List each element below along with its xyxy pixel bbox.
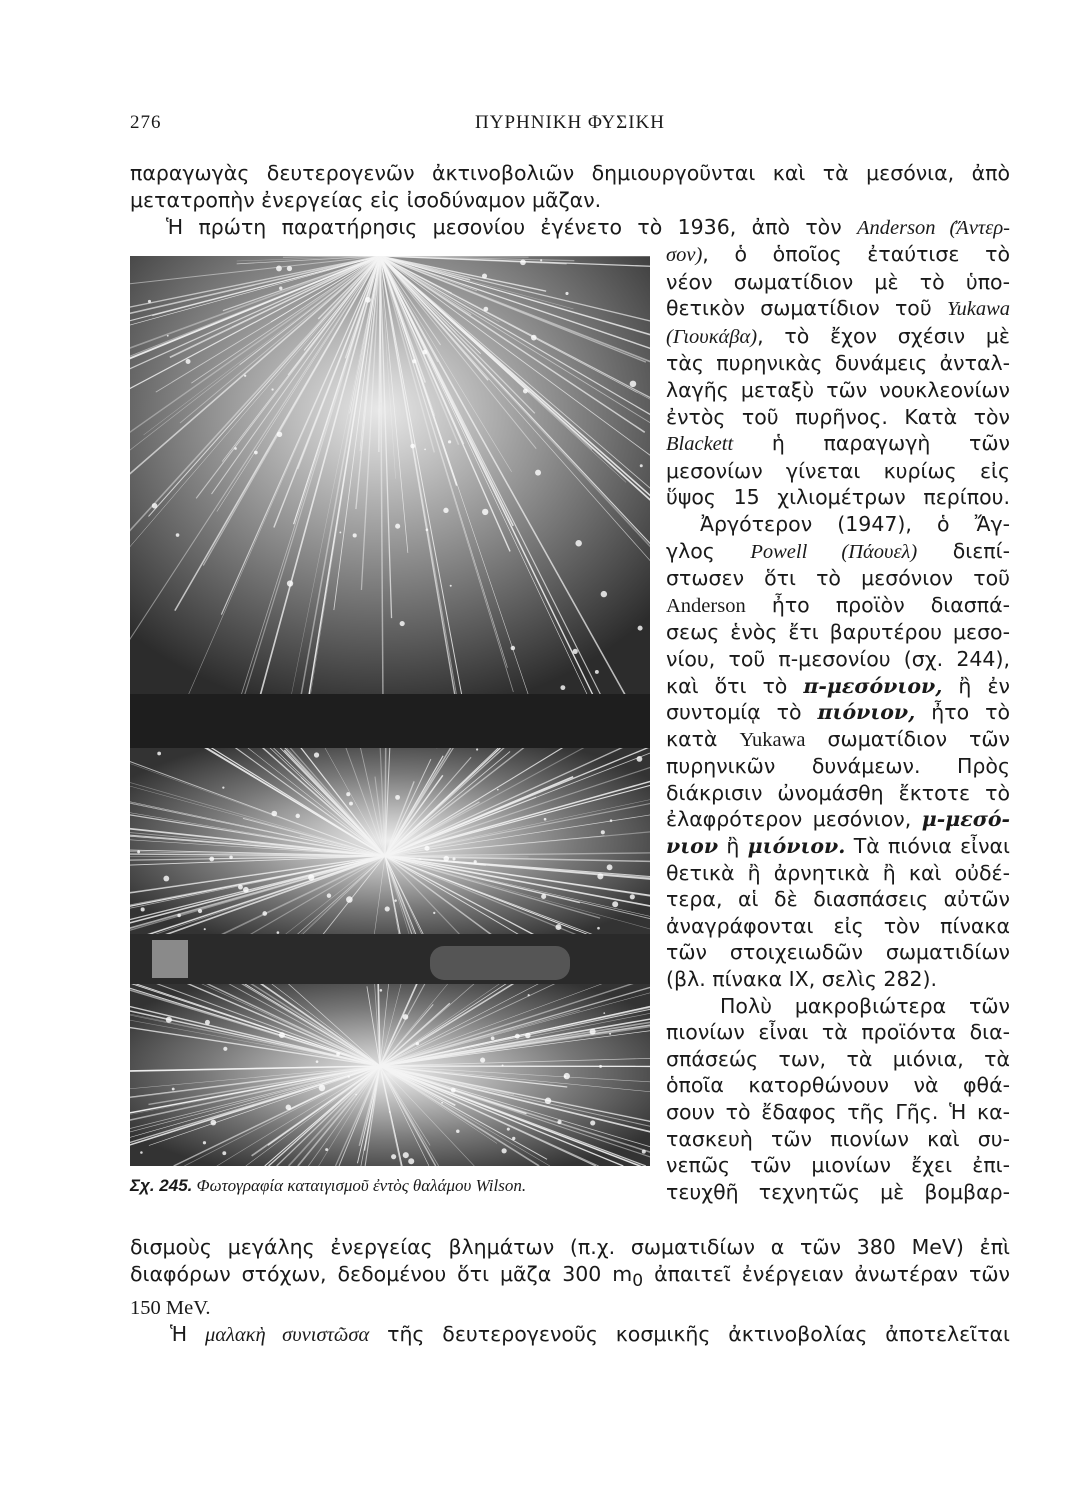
droplet [448, 440, 451, 443]
text-span: , ὁ ὁποῖος ἐταύτισε τὸ [702, 242, 1010, 266]
text-span: ἢ [718, 834, 748, 859]
droplet [601, 830, 605, 834]
figure-caption-text: Φωτογραφία καταιγισμοῦ ἐντὸς θαλάμου Wilson. [192, 1176, 527, 1195]
intro-paragraph [130, 160, 1010, 241]
text-line: τασκευὴ τῶν πιονίων καὶ συ- [666, 1126, 1010, 1151]
droplet [560, 685, 565, 690]
droplet [316, 1060, 319, 1063]
droplet [277, 432, 282, 437]
droplet [308, 874, 314, 880]
text-span: καὶ ὅτι τὸ [666, 673, 804, 698]
droplet [137, 850, 140, 853]
droplet [203, 1141, 206, 1144]
droplet [507, 1128, 510, 1131]
droplet [523, 389, 528, 394]
person-name: Powell (Πάουελ) [750, 540, 918, 563]
droplet [597, 927, 600, 930]
droplet [443, 508, 448, 513]
lead-plate [130, 934, 650, 984]
droplet [535, 470, 541, 476]
text-span: θετικὸν σωματίδιον τοῦ [666, 296, 947, 321]
droplet [400, 621, 405, 626]
droplet [573, 649, 578, 654]
text-line: τῶν στοιχειωδῶν σωματιδίων [666, 940, 1010, 965]
text-span: ἦτο προϊὸν διασπά- [745, 592, 1010, 617]
droplet [422, 350, 427, 355]
text-span: ἢ ἐν [942, 673, 1010, 698]
droplet [327, 893, 331, 897]
text-span: ἦτο τὸ [915, 700, 1010, 725]
text-line: (βλ. πίνακα IX, σελὶς 282). [666, 967, 938, 992]
droplet [238, 885, 243, 890]
droplet [205, 1020, 210, 1025]
droplet [262, 911, 267, 916]
text-span: , τὸ ἔχον σχέσιν μὲ [757, 323, 1010, 348]
droplet [540, 259, 542, 261]
droplet [141, 907, 145, 911]
person-name: (Γιουκάβα) [666, 325, 758, 348]
droplet [419, 858, 421, 860]
person-name: Yukawa [946, 298, 1010, 321]
droplet [408, 1158, 414, 1164]
droplet [531, 335, 537, 341]
droplet [244, 375, 246, 377]
droplet [595, 670, 599, 674]
person-name: Anderson (Ἄντερ- [856, 216, 1010, 239]
droplet [541, 894, 546, 899]
droplet [410, 444, 415, 449]
droplet [482, 509, 488, 515]
droplet [325, 1148, 328, 1151]
text-line: σεως ἑνὸς ἔτι βαρυτέρου μεσο- [666, 620, 1010, 645]
droplet [443, 856, 449, 862]
droplet [612, 901, 618, 907]
text-line: ἐντὸς τοῦ πυρῆνος. Κατὰ τὸν [666, 404, 1010, 429]
page-number: 276 [130, 112, 162, 133]
text-span: συντομίᾳ τὸ [666, 700, 818, 725]
droplet [544, 818, 547, 821]
term-bold: μ-μεσό- [921, 807, 1010, 832]
text-span: Ἡ [170, 1322, 205, 1347]
text-span: σωματίδιον τῶν [805, 726, 1011, 751]
person-name: Anderson [666, 594, 746, 617]
droplet [186, 359, 191, 364]
text-line: Πολὺ μακροβιώτερα τῶν [720, 993, 1010, 1018]
droplet [640, 464, 643, 467]
droplet [166, 1017, 172, 1023]
text-line: μετατροπὴν ἐνεργείας εἰς ἰσοδύναμον μᾶζαν. [130, 187, 602, 212]
droplet [476, 748, 478, 750]
text-line [666, 538, 1010, 566]
particle-track [380, 1066, 650, 1067]
droplet [424, 846, 429, 851]
droplet [607, 864, 613, 870]
droplet [403, 1152, 409, 1158]
text-span: Ἡ πρώτη παρατήρησις μεσονίου ἐγένετο τὸ 1936, ἀπὸ τὸν [166, 214, 857, 239]
droplet [172, 1088, 175, 1091]
subscript: 0 [632, 1270, 644, 1291]
droplet [365, 297, 371, 303]
droplet [545, 1097, 552, 1104]
droplet [254, 451, 258, 455]
droplet [480, 1058, 485, 1063]
text-span: Τὰ πιόνια εἶναι [845, 834, 1010, 859]
droplet [484, 307, 489, 312]
text-line: λαγῆς μεταξὺ τῶν νουκλεονίων [666, 377, 1010, 402]
text-span: ἐλαφρότερον μεσόνιον, [666, 807, 922, 832]
text-line: τευχθῆ τεχνητῶς μὲ βομβαρ- [666, 1179, 1010, 1204]
droplet [590, 1029, 596, 1035]
cloud-chamber-photo [130, 256, 650, 1166]
droplet [346, 792, 350, 796]
text-line [130, 1261, 1010, 1295]
droplet [209, 857, 214, 862]
droplet [630, 381, 637, 388]
text-span: διαφόρων στόχων, δεδομένου ὅτι μᾶζα 300 m [130, 1261, 633, 1286]
figure-caption [130, 1176, 650, 1196]
text-line: ἀναγράφονται εἰς τὸν πίνακα [666, 913, 1010, 938]
droplet [353, 533, 357, 537]
droplet [222, 786, 224, 788]
text-line: νέον σωματίδιον μὲ τὸ ὑπο- [666, 269, 1010, 294]
droplet [296, 814, 300, 818]
text-line [666, 673, 1010, 700]
droplet [243, 887, 249, 893]
droplet [157, 752, 161, 756]
droplet [389, 1111, 391, 1113]
droplet [198, 909, 202, 913]
text-span: διεπί- [917, 538, 1010, 563]
droplet [223, 1047, 227, 1051]
chamber-fixture [430, 946, 570, 980]
term-bold: μιόνιον. [747, 834, 846, 859]
droplet [482, 273, 487, 278]
droplet [177, 914, 181, 918]
text-line [666, 592, 1010, 620]
text-line: νεπῶς τῶν μιονίων ἔχει ἐπι- [666, 1153, 1010, 1178]
droplet [286, 1105, 291, 1110]
term-bold: π-μεσόνιον, [803, 673, 943, 698]
droplet [603, 1012, 605, 1014]
text-line: ὁποῖα κατορθώνουν νὰ φθά- [666, 1073, 1010, 1098]
droplet [609, 1033, 611, 1035]
text-span: σον) [666, 244, 703, 266]
droplet [148, 300, 151, 303]
text-line: 150 MeV. [130, 1296, 211, 1319]
text-line: διάκρισιν ὠνομάσθη ἔκτοτε τὸ [666, 780, 1010, 805]
droplet [355, 1094, 357, 1096]
droplet [451, 1088, 456, 1093]
person-name: Blackett [666, 433, 734, 456]
text-line [130, 1321, 1010, 1349]
text-line [666, 430, 1010, 458]
droplet [456, 1130, 460, 1134]
text-line: ὕψος 15 χιλιομέτρων περίπου. [666, 485, 1010, 510]
droplet [601, 591, 607, 597]
particle-track [130, 856, 385, 857]
droplet [176, 533, 180, 537]
droplet [314, 752, 319, 757]
droplet [339, 532, 341, 534]
text-span: ἡ παραγωγὴ τῶν [733, 431, 1010, 456]
text-line [666, 833, 1010, 860]
droplet [575, 540, 581, 546]
text-line [666, 295, 1010, 323]
droplet [229, 856, 232, 859]
page-header [130, 112, 1010, 142]
droplet [416, 1042, 419, 1045]
text-line: δισμοὺς μεγάλης ἐνεργείας βλημάτων (π.χ. σωματιδίων α τῶν 380 MeV) ἐπὶ [130, 1235, 1010, 1259]
text-line [666, 323, 1010, 351]
chamber-label-plate [152, 940, 188, 978]
droplet [204, 928, 206, 930]
droplet [599, 1065, 602, 1068]
droplet [348, 1076, 350, 1078]
droplet [597, 873, 603, 879]
droplet [512, 1137, 515, 1140]
droplet [497, 789, 499, 791]
droplet [450, 585, 452, 587]
droplet [638, 626, 643, 631]
droplet [385, 906, 390, 911]
text-line: σπάσεώς των, τὰ μιόνια, τὰ [666, 1046, 1010, 1071]
droplet [515, 1034, 520, 1039]
droplet [167, 335, 169, 337]
person-name: Yukawa [739, 728, 806, 751]
text-line: τερα, αἱ δὲ διασπάσεις αὐτῶν [666, 887, 1010, 912]
droplet [590, 1120, 595, 1125]
text-line: πιονίων εἶναι τὰ προϊόντα δια- [666, 1020, 1010, 1045]
droplet [433, 912, 435, 914]
text-span: ἀπαιτεῖ ἐνέργειαν ἀνωτέραν τῶν [643, 1261, 1010, 1286]
lead-plate [130, 694, 650, 748]
droplet [395, 524, 400, 529]
droplet [391, 1154, 396, 1159]
text-line: πυρηνικῶν δυνάμεων. Πρὸς [666, 754, 1010, 779]
droplet [630, 894, 635, 899]
text-line [666, 726, 1010, 754]
droplet [610, 819, 613, 822]
droplet [234, 447, 237, 450]
text-span: τῆς δευτερογενοῦς κοσμικῆς ἀκτινοβολίας ἀποτελεῖται [369, 1322, 1010, 1347]
droplet [412, 359, 416, 363]
text-span: γλος [666, 538, 751, 563]
droplet [491, 1036, 495, 1040]
droplet [528, 994, 530, 996]
droplet [426, 529, 429, 532]
text-line: νίου, τοῦ π-μεσονίου (σχ. 244), [666, 646, 1010, 671]
text-line [666, 241, 1010, 269]
bottom-paragraph [130, 1234, 1010, 1349]
droplet [395, 795, 400, 800]
droplet [346, 896, 353, 903]
text-line: τὰς πυρηνικὰς δυνάμεις ἀνταλ- [666, 351, 1010, 376]
droplet [565, 292, 568, 295]
term-italic: μαλακὴ συνιστῶσα [204, 1324, 370, 1347]
droplet [287, 266, 292, 271]
text-line: μεσονίων γίνεται κυρίως εἰς [666, 458, 1010, 483]
droplet [564, 1075, 566, 1077]
running-title: ΠΥΡΗΝΙΚΗ ΦΥΣΙΚΗ [475, 112, 665, 133]
droplet [424, 448, 426, 450]
text-line [666, 806, 1010, 833]
droplet [222, 1151, 226, 1155]
text-line [666, 699, 1010, 726]
droplet [474, 860, 477, 863]
text-span: κατὰ [666, 726, 740, 751]
droplet [637, 756, 643, 762]
droplet [642, 1150, 646, 1154]
figure-label: Σχ. 245. [130, 1176, 193, 1195]
droplet [394, 899, 397, 902]
droplet [349, 802, 353, 806]
shower-photograph [130, 256, 650, 1166]
droplet [557, 1120, 561, 1124]
droplet [555, 924, 561, 930]
droplet [271, 811, 277, 817]
droplet [511, 646, 516, 651]
text-line: θετικὰ ἢ ἀρνητικὰ ἢ καὶ οὐδέ- [666, 860, 1010, 885]
droplet [163, 876, 169, 882]
text-line: στωσεν ὅτι τὸ μεσόνιον τοῦ [666, 566, 1010, 591]
droplet [276, 266, 282, 272]
droplet [502, 1148, 507, 1153]
text-line: Ἀργότερον (1947), ὁ Ἄγ- [700, 511, 1010, 536]
droplet [336, 1052, 340, 1056]
droplet [520, 259, 526, 265]
term-bold: νιον [666, 834, 719, 859]
droplet [502, 1065, 504, 1067]
droplet [287, 580, 293, 586]
droplet [271, 388, 273, 390]
droplet [279, 1032, 285, 1038]
droplet [403, 1014, 409, 1020]
droplet [525, 1033, 530, 1038]
text-line: παραγωγὰς δευτερογενῶν ἀκτινοβολιῶν δημιουργοῦνται καὶ τὰ μεσόνια, ἀπὸ [130, 161, 1010, 185]
term-bold: πιόνιον, [817, 700, 916, 725]
droplet [210, 1120, 216, 1126]
droplet [277, 931, 280, 934]
droplet [319, 1085, 325, 1091]
text-line [130, 214, 1010, 242]
droplet [441, 1102, 443, 1104]
droplet [152, 503, 158, 509]
droplet [380, 989, 383, 992]
text-line: σουν τὸ ἔδαφος τῆς Γῆς. Ἡ κα- [666, 1100, 1010, 1124]
droplet [140, 1151, 143, 1154]
right-column-text [666, 241, 1010, 1205]
droplet [453, 857, 456, 860]
droplet [279, 286, 282, 289]
